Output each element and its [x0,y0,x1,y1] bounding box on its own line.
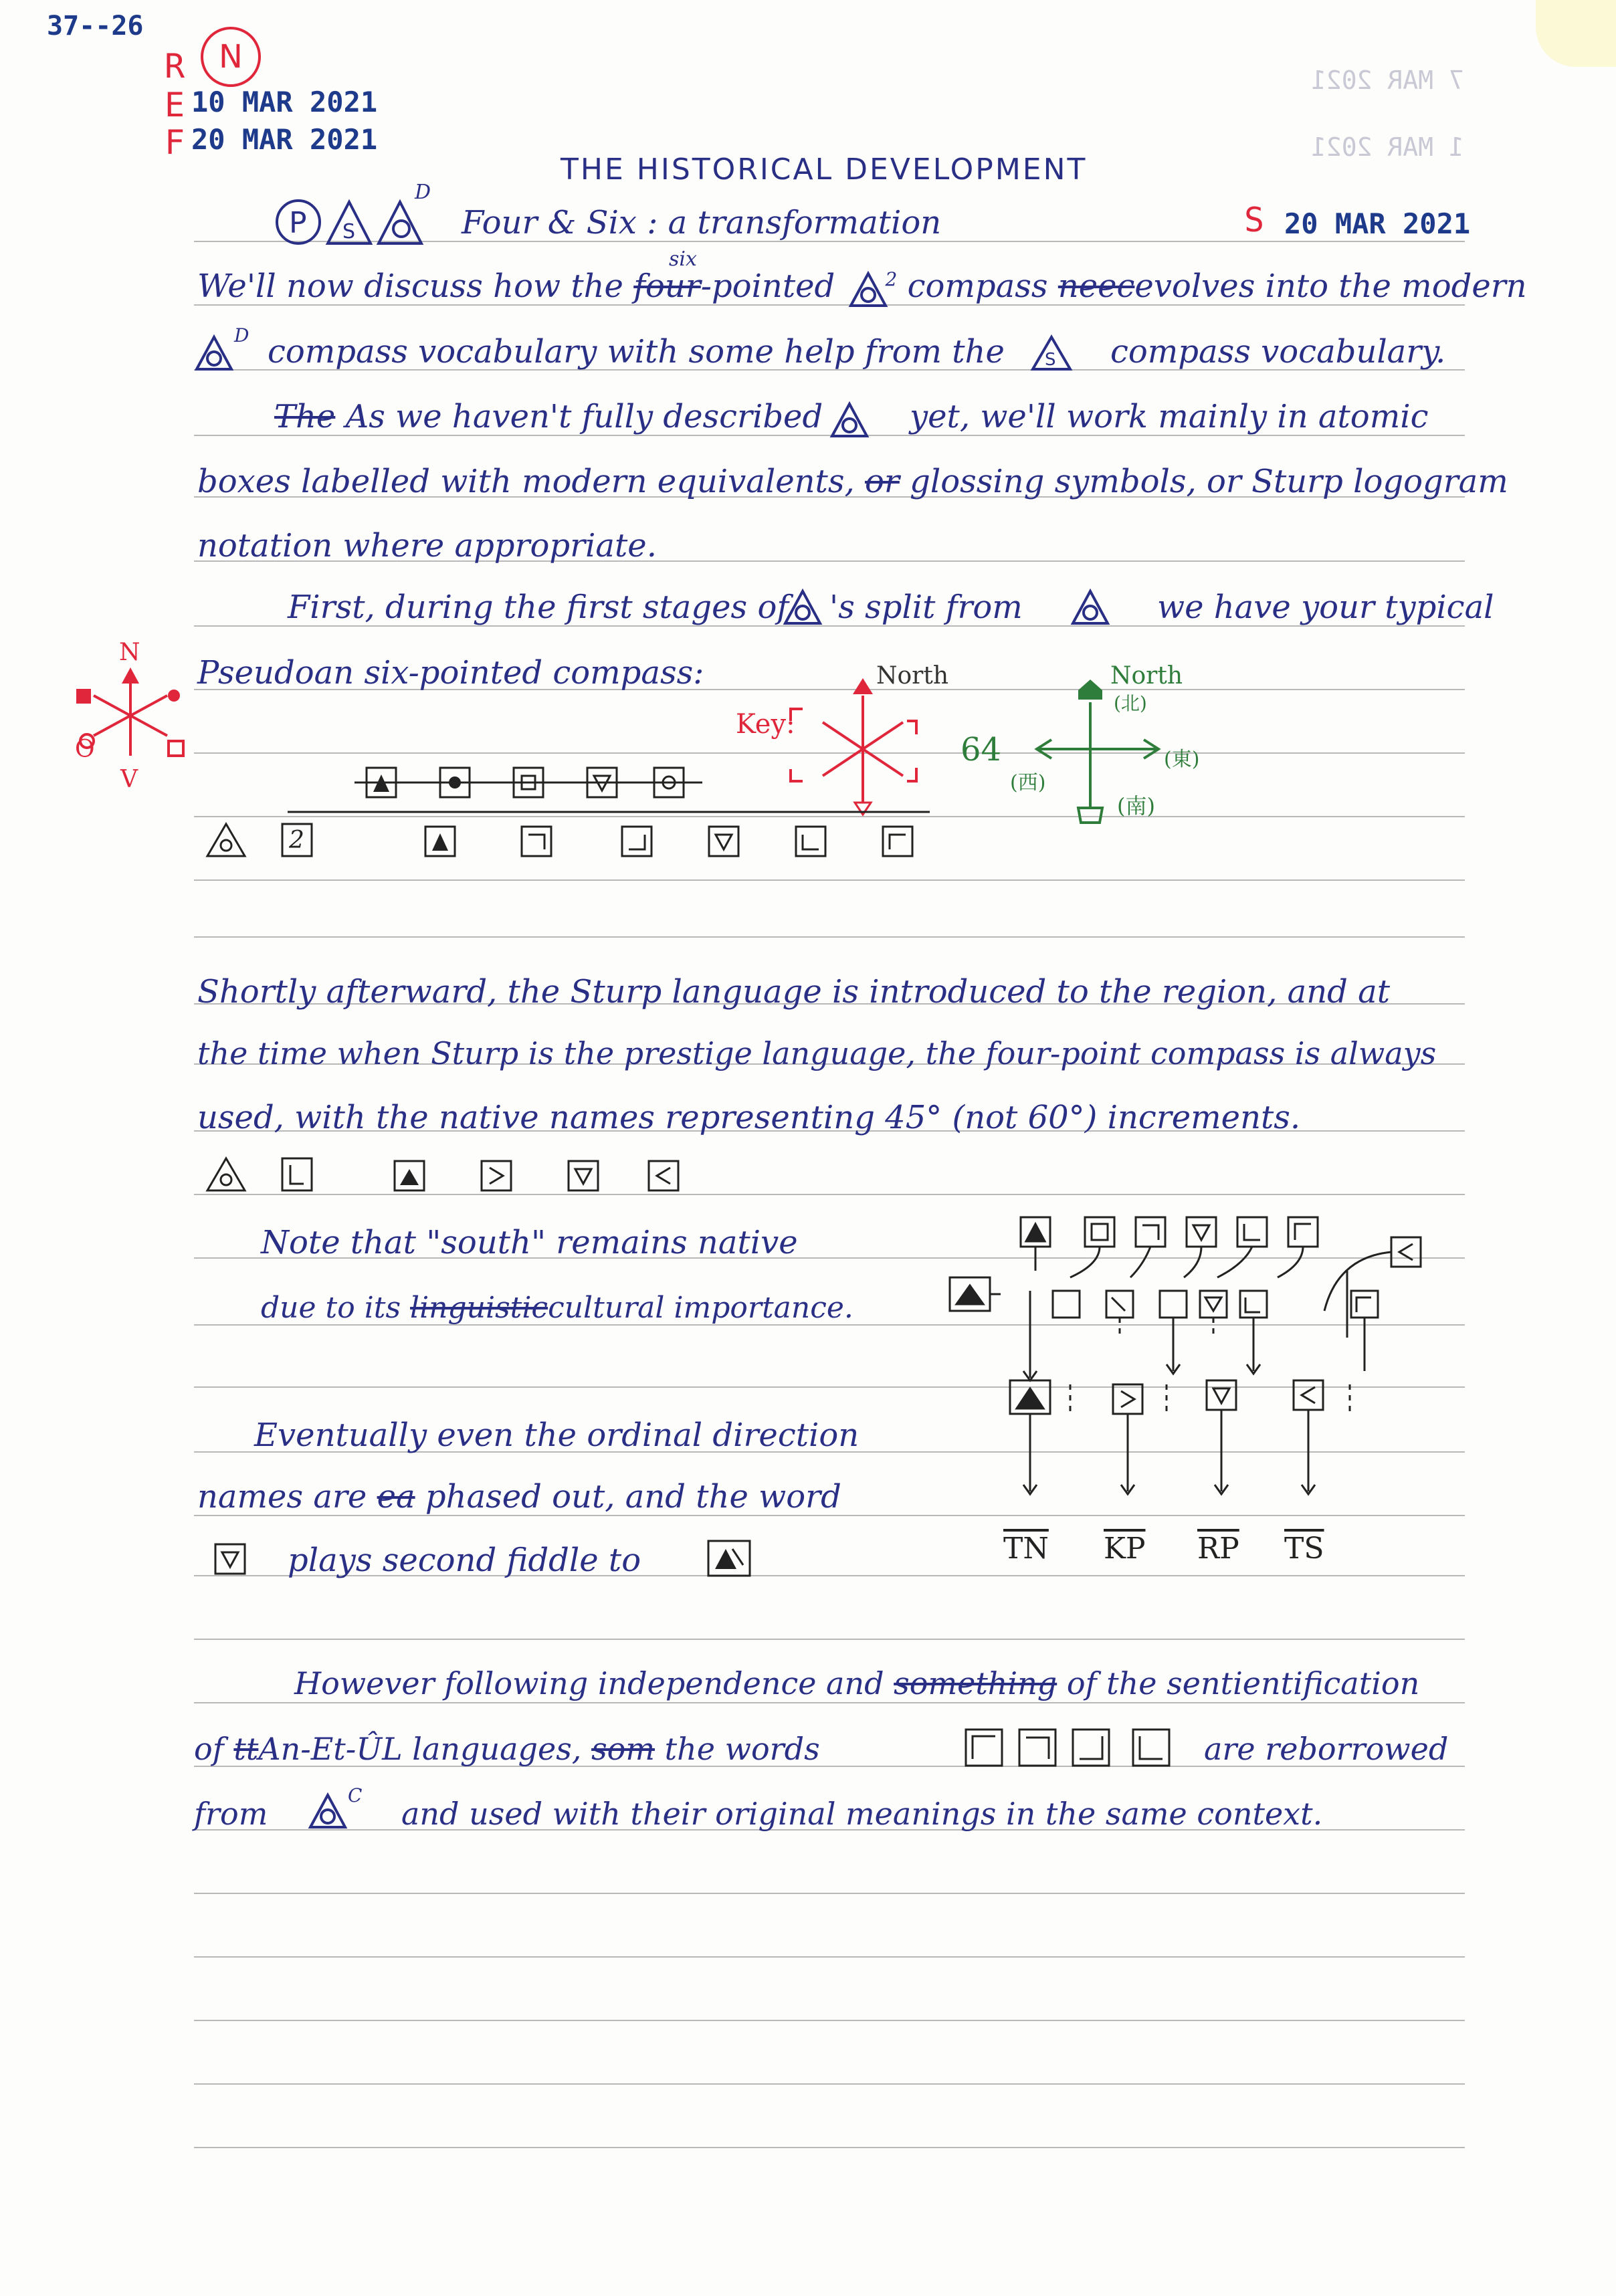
svg-text:S: S [342,220,356,243]
para1-evolves: evolves into the modern [1134,268,1527,305]
para5-struck: linguistic [410,1291,548,1325]
green-east-cjk: (東) [1164,748,1200,771]
replacement-box-glyph [706,1538,752,1578]
para7-text-b: of the sentientification [1066,1665,1420,1701]
ghost-stamp-1: 7 MAR 2021 [1311,66,1464,95]
stamp-f-date: 20 MAR 2021 [191,123,378,156]
para1-line2a: compass vocabulary with some help from the [268,333,1005,371]
para5-line2 [261,1291,853,1325]
stamp-s-date: 20 MAR 2021 [1284,207,1471,240]
para4-line1: Shortly afterward, the Sturp language is introduced to the region, and at [197,973,1391,1011]
para7-line3a: from [194,1796,268,1832]
four-point-symbol-row [194,1144,729,1197]
para2-struck-the: The [274,398,336,435]
para1-struck-four: four [633,268,701,305]
para6-text-a: names are [197,1478,367,1516]
para7-struck3: som [591,1731,655,1767]
para7-line2d: are reborrowed [1204,1731,1449,1767]
margin-n-letter: N [119,639,140,666]
para4-line2: the time when Sturp is the prestige language, the four-point compass is always [197,1035,1437,1071]
para6-text-b: phased out, and the word [425,1478,841,1516]
derivation-tree-diagram [936,1204,1472,1552]
para1-struck-neec: neec [1057,268,1135,305]
svg-text:P: P [289,206,307,240]
tree-label-kp: $\overline{KP}$ [1104,1532,1146,1566]
page-title: THE HISTORICAL DEVELOPMENT [561,152,1088,187]
para3-line1c: we have your typical [1157,589,1494,626]
stamp-letter-r: R [165,47,185,86]
para7-sup-c: C [348,1784,363,1806]
margin-v-letter: V [120,766,138,793]
heading-sup-d: D [415,181,431,204]
row-box-2-label: 2 [289,827,304,854]
green-north-label: North [1110,662,1183,690]
circle-n-stamp: N [201,27,261,87]
delta-s-glyph [1030,334,1073,372]
para7-text-2a: of [194,1731,224,1767]
para7-text-a: However following independence and [294,1665,884,1701]
para7-line2 [194,1731,820,1767]
tree-label-tn: $\overline{TN}$ [1003,1532,1049,1566]
para7-text-2c: the words [664,1731,820,1767]
stamp-letter-f: F [165,123,185,162]
south-box-glyph [213,1542,247,1576]
para6-struck: ea [377,1478,415,1516]
green-south-cjk: (南) [1117,793,1155,819]
margin-o-letter: O [75,736,95,763]
para3-line2: Pseudoan six-pointed compass: [197,654,704,692]
six-point-symbol-row [194,749,943,883]
para2-line2 [197,463,1508,500]
para2-line1 [274,398,823,435]
para7-text-2b: An-Et-ÛL languages, [258,1731,582,1767]
svg-text:S: S [1045,350,1056,370]
key-label: Key: [736,709,795,740]
para2-line1b: yet, we'll work mainly in atomic [910,398,1429,435]
para2-line3: notation where appropriate. [197,527,657,564]
tree-label-ts: $\overline{TS}$ [1284,1532,1324,1566]
delta-2-glyph [848,271,888,308]
heading-text: Four & Six : a transformation [462,204,942,241]
para1-pointed: -pointed [700,268,835,305]
delta-d-glyph [194,334,234,372]
para1-sup-2: 2 [885,268,898,290]
stamp-letter-s: S [1244,201,1265,239]
para1-text-a: We'll now discuss how the [197,268,623,305]
key-north-label: North [876,662,949,690]
delta-2-glyph-b [829,401,870,439]
para7-struck2: tt [233,1731,259,1767]
para5-line1: Note that "south" remains native [261,1224,798,1261]
para1-insert-six: six [669,247,697,271]
para2-struck-or: or [865,463,900,500]
stamp-e-date: 10 MAR 2021 [191,86,378,118]
para1-line2b: compass vocabulary. [1110,333,1446,371]
para3-line1b: 's split from [829,589,1023,626]
stamp-letter-e: E [165,86,185,124]
para2-text-a: As we haven't fully described [345,398,823,435]
green-west-cjk: (西) [1010,771,1046,795]
para1-compass: compass [907,268,1048,305]
para2-text-2b: glossing symbols, or Sturp logogram [910,463,1508,500]
green-north-cjk: (北) [1114,692,1147,714]
para5-text-b: cultural importance. [548,1291,853,1325]
para4-line3: used, with the native names representing 45° (not 60°) increments. [197,1099,1301,1136]
ordinal-boxes-glyph [963,1726,1177,1768]
heading-glyphs [274,194,435,254]
para7-line3b: and used with their original meanings in the same context. [401,1796,1323,1832]
delta-d-glyph-c [783,589,823,626]
tree-label-rp: $\overline{RP}$ [1197,1532,1239,1566]
delta-2-glyph-c [1070,589,1110,626]
delta-c-glyph [308,1792,348,1830]
para2-text-2a: boxes labelled with modern equivalents, [197,463,855,500]
para6-line1: Eventually even the ordinal direction [254,1417,860,1454]
page-code-stamp: 37--26 [47,11,144,41]
green-number: 64 [961,731,1002,768]
para7-line1 [294,1665,1419,1701]
para6-line2 [197,1478,841,1516]
para5-text-a: due to its [261,1291,401,1325]
para3-line1a: First, during the first stages of [288,589,789,626]
para6-line3: plays second fiddle to [288,1542,641,1579]
para1-sup-d: D [234,324,249,346]
para7-struck: something [894,1665,1057,1701]
sticky-tab [1536,0,1616,67]
ghost-stamp-2: 1 MAR 2021 [1311,132,1464,162]
